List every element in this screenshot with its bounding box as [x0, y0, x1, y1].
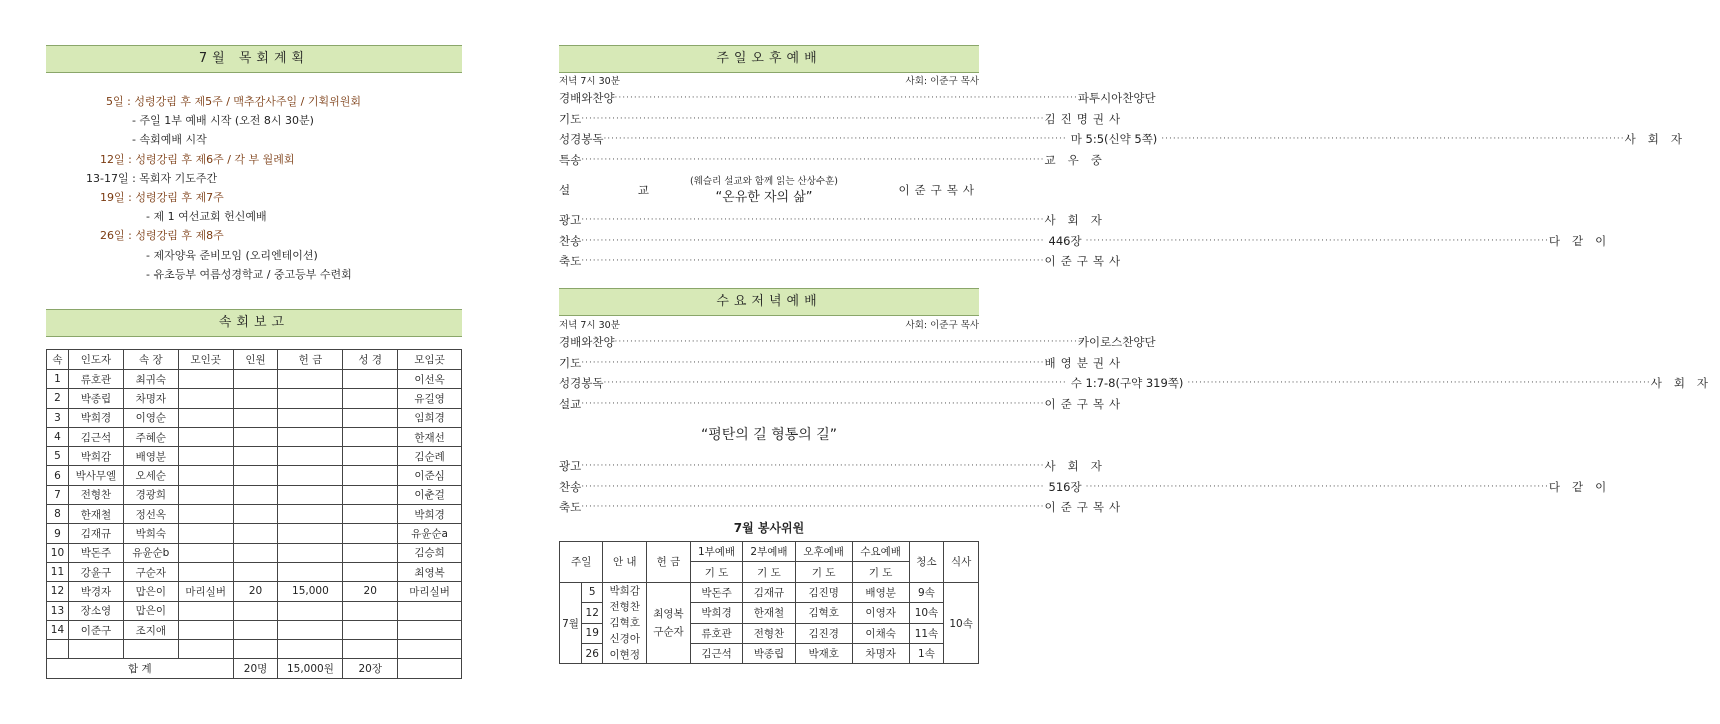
- report-cell: [278, 562, 343, 581]
- guide-name: 김혁호: [609, 617, 640, 630]
- sunday-preacher: 이준구목사: [898, 183, 979, 197]
- report-cell: [233, 408, 278, 427]
- plan-line: [46, 188, 462, 207]
- report-cell: 15,000: [278, 582, 343, 601]
- service-cell: 10속: [909, 603, 944, 623]
- order-middle: 수 1:7-8(구약 319쪽): [1070, 376, 1184, 391]
- report-cell: [343, 524, 398, 543]
- order-right: 사회자: [1044, 213, 1114, 228]
- report-cell: 이준구: [68, 620, 123, 639]
- report-cell: [233, 427, 278, 446]
- report-cell: [233, 466, 278, 485]
- report-cell: [278, 620, 343, 639]
- table-row: [47, 620, 462, 639]
- report-cell: [47, 640, 69, 659]
- report-cell: [178, 640, 233, 659]
- report-cell: [278, 370, 343, 389]
- order-right: 이준구목사: [1044, 254, 1126, 269]
- report-cell: 한재철: [68, 505, 123, 524]
- h-pray: 기 도: [795, 562, 852, 582]
- service-cell: 박재호: [795, 643, 852, 663]
- service-cell: 김근석: [690, 643, 742, 663]
- report-cell: [178, 620, 233, 639]
- order-line: 경 배 와 찬 양 ························································································································ 카이로스찬양단: [559, 335, 1156, 350]
- table-row: [47, 640, 462, 659]
- order-line: 찬 송 ························································································································ 446장 ························································································································ 다같이: [559, 233, 1619, 248]
- wed-sermon-title: “평탄의 길 형통의 길”: [700, 427, 838, 443]
- report-title: 속회보고: [46, 309, 462, 337]
- order-label: 경 배 와 찬 양: [559, 335, 615, 350]
- order-line: 성 경 봉 독 ························································································································ 수 1:7-8(구약 319쪽) ························································································································ 사회자: [559, 376, 1720, 391]
- week-cell: 5: [582, 582, 603, 602]
- plan-date: 26일 :: [100, 229, 132, 243]
- plan-line: [46, 246, 462, 265]
- plan-text: - 유초등부 여름성경학교 / 중고등부 수련회: [146, 267, 352, 281]
- total-bible: 20장: [343, 659, 398, 678]
- order-label: 찬 송: [559, 479, 582, 494]
- h-pm: 오후예배: [795, 542, 852, 562]
- report-cell: [233, 640, 278, 659]
- plan-text: 성령강림 후 제6주 / 각 부 월례회: [135, 152, 295, 166]
- report-cell: 마리실버: [398, 582, 462, 601]
- total-label: 합 계: [47, 659, 234, 678]
- report-cell: [233, 620, 278, 639]
- plan-date: 12일 :: [100, 152, 132, 166]
- order-line: 성 경 봉 독 ························································································································ 마 5:5(신약 5쪽) ························································································································ 사회자: [559, 132, 1694, 147]
- order-label: 광 고: [559, 459, 582, 474]
- order-right: 사회자: [1650, 376, 1720, 391]
- report-cell: 경광희: [123, 485, 178, 504]
- wed-leader: 사회: 이준구 목사: [905, 320, 979, 331]
- report-cell: 임희경: [398, 408, 462, 427]
- order-label: 성 경 봉 독: [559, 376, 604, 391]
- report-cell: 전형찬: [68, 485, 123, 504]
- plan-line: [46, 226, 462, 245]
- order-middle: 마 5:5(신약 5쪽): [1070, 132, 1158, 147]
- report-cell: [343, 447, 398, 466]
- report-cell: 박희감: [68, 447, 123, 466]
- order-middle: 446장: [1048, 233, 1082, 248]
- sermon-label: 설 교: [559, 183, 649, 197]
- h-meal: 식사: [944, 542, 979, 583]
- order-right: 다같이: [1548, 479, 1619, 494]
- plan-list: [46, 92, 462, 284]
- report-cell: 이선옥: [398, 370, 462, 389]
- h-pray: 기 도: [743, 562, 795, 582]
- report-cell: [278, 466, 343, 485]
- week-cell: 26: [582, 643, 603, 663]
- report-cell: [343, 466, 398, 485]
- report-header: 속: [47, 350, 69, 370]
- report-header: 인원: [233, 350, 278, 370]
- report-cell: [278, 485, 343, 504]
- report-cell: [343, 620, 398, 639]
- report-cell: 7: [47, 485, 69, 504]
- table-row: [47, 485, 462, 504]
- order-right: 배영분권사: [1044, 355, 1126, 370]
- plan-text: - 제자양육 준비모임 (오리엔테이션): [146, 248, 318, 262]
- report-cell: 5: [47, 447, 69, 466]
- offer-name: 구순자: [653, 626, 684, 639]
- sunday-title: 주일오후예배: [559, 45, 979, 73]
- wed-time: 저녁 7시 30분: [559, 320, 620, 331]
- report-cell: [278, 408, 343, 427]
- table-row: [47, 505, 462, 524]
- report-cell: [178, 389, 233, 408]
- table-row: [47, 466, 462, 485]
- order-line: 설 교 ························································································································ 이준구목사: [559, 396, 1126, 411]
- report-header: 헌 금: [278, 350, 343, 370]
- plan-text: 목회자 기도주간: [139, 171, 218, 185]
- report-cell: [278, 447, 343, 466]
- plan-line: [46, 130, 462, 149]
- table-row: [47, 370, 462, 389]
- order-right: 교우중: [1044, 152, 1114, 167]
- report-cell: 김승희: [398, 543, 462, 562]
- meal-cell: 10속: [944, 582, 979, 664]
- order-right: 이준구목사: [1044, 500, 1126, 515]
- report-cell: 주혜순: [123, 427, 178, 446]
- total-offering: 15,000원: [278, 659, 343, 678]
- report-cell: 20: [233, 582, 278, 601]
- report-cell: 최귀숙: [123, 370, 178, 389]
- report-cell: 정선옥: [123, 505, 178, 524]
- report-cell: [278, 524, 343, 543]
- report-cell: [278, 601, 343, 620]
- report-cell: [233, 562, 278, 581]
- report-cell: [68, 640, 123, 659]
- h-pray: 기 도: [852, 562, 909, 582]
- report-cell: 1: [47, 370, 69, 389]
- report-cell: 박희경: [68, 408, 123, 427]
- table-row: [47, 562, 462, 581]
- order-right: 이준구목사: [1044, 396, 1126, 411]
- report-cell: 구순자: [123, 562, 178, 581]
- report-cell: [123, 640, 178, 659]
- order-right: 파투시아찬양단: [1077, 91, 1156, 106]
- report-cell: 유윤순b: [123, 543, 178, 562]
- report-cell: [178, 485, 233, 504]
- month-cell: 7월: [560, 582, 582, 664]
- report-cell: 13: [47, 601, 69, 620]
- report-cell: [178, 447, 233, 466]
- order-line: 광 고 ························································································································ 사회자: [559, 459, 1114, 474]
- report-cell: 20: [343, 582, 398, 601]
- report-cell: [233, 505, 278, 524]
- report-header: 성 경: [343, 350, 398, 370]
- table-row: [47, 524, 462, 543]
- report-cell: [178, 370, 233, 389]
- plan-line: [46, 92, 462, 111]
- order-label: 기 도: [559, 355, 582, 370]
- report-cell: [343, 427, 398, 446]
- service-cell: 1속: [909, 643, 944, 663]
- report-cell: [233, 485, 278, 504]
- report-cell: [178, 524, 233, 543]
- service-table: [559, 541, 979, 664]
- report-cell: 3: [47, 408, 69, 427]
- report-cell: 조지애: [123, 620, 178, 639]
- wed-title: 수요저녁예배: [559, 288, 979, 316]
- table-row: [47, 447, 462, 466]
- order-right: 김진명권사: [1044, 111, 1126, 126]
- order-right: 사회자: [1624, 132, 1694, 147]
- report-cell: 박종립: [68, 389, 123, 408]
- week-cell: 12: [582, 603, 603, 623]
- plan-line: [46, 169, 462, 188]
- service-cell: 김혁호: [795, 603, 852, 623]
- report-cell: [343, 370, 398, 389]
- service-title: 7월 봉사위원: [733, 521, 805, 535]
- report-cell: [178, 466, 233, 485]
- report-table: [46, 349, 462, 679]
- report-cell: 김재규: [68, 524, 123, 543]
- report-cell: 차명자: [123, 389, 178, 408]
- report-cell: 14: [47, 620, 69, 639]
- h-clean: 청소: [909, 542, 944, 583]
- report-cell: 6: [47, 466, 69, 485]
- report-cell: 8: [47, 505, 69, 524]
- report-cell: 박희숙: [123, 524, 178, 543]
- h-offer: 헌 금: [647, 542, 691, 583]
- report-cell: 유길영: [398, 389, 462, 408]
- table-row: [47, 408, 462, 427]
- service-cell: 차명자: [852, 643, 909, 663]
- h-guide: 안 내: [603, 542, 647, 583]
- service-cell: 박종립: [743, 643, 795, 663]
- report-cell: [233, 389, 278, 408]
- report-cell: 11: [47, 562, 69, 581]
- report-cell: [343, 562, 398, 581]
- offer-name: 최영복: [653, 608, 684, 621]
- report-cell: [233, 370, 278, 389]
- report-cell: [178, 601, 233, 620]
- order-line: 경 배 와 찬 양 ························································································································ 파투시아찬양단: [559, 91, 1156, 106]
- report-cell: [398, 620, 462, 639]
- h-s2: 2부예배: [743, 542, 795, 562]
- report-cell: 10: [47, 543, 69, 562]
- plan-line: [46, 150, 462, 169]
- plan-text: - 주일 1부 예배 시작 (오전 8시 30분): [132, 114, 314, 128]
- report-cell: 박희경: [398, 505, 462, 524]
- sunday-leader: 사회: 이준구 목사: [905, 76, 979, 87]
- plan-line: [46, 265, 462, 284]
- report-cell: [343, 505, 398, 524]
- service-cell: 김재규: [743, 582, 795, 602]
- report-cell: [278, 543, 343, 562]
- service-cell: 배영분: [852, 582, 909, 602]
- order-label: 광 고: [559, 213, 582, 228]
- report-cell: [398, 640, 462, 659]
- order-line: 기 도 ························································································································ 김진명권사: [559, 111, 1126, 126]
- report-cell: 9: [47, 524, 69, 543]
- report-header: 인도자: [68, 350, 123, 370]
- order-label: 축 도: [559, 500, 582, 515]
- report-cell: [178, 543, 233, 562]
- sunday-time: 저녁 7시 30분: [559, 76, 620, 87]
- order-label: 축 도: [559, 254, 582, 269]
- service-cell: 박돈주: [690, 582, 742, 602]
- order-right: 카이로스찬양단: [1077, 335, 1156, 350]
- report-cell: [343, 601, 398, 620]
- service-cell: 류호관: [690, 623, 742, 643]
- plan-date: 13-17일 :: [86, 171, 136, 185]
- report-cell: [178, 505, 233, 524]
- service-cell: 전형찬: [743, 623, 795, 643]
- report-cell: [343, 389, 398, 408]
- report-cell: [343, 408, 398, 427]
- report-cell: [233, 601, 278, 620]
- h-wed: 수요예배: [852, 542, 909, 562]
- sunday-order: [559, 72, 1694, 272]
- report-cell: 오세순: [123, 466, 178, 485]
- report-cell: 4: [47, 427, 69, 446]
- plan-date: 19일 :: [100, 191, 132, 205]
- service-cell: 이영자: [852, 603, 909, 623]
- order-right: 사회자: [1044, 459, 1114, 474]
- report-cell: [278, 505, 343, 524]
- plan-text: 성령강림 후 제7주: [135, 191, 224, 205]
- week-cell: 19: [582, 623, 603, 643]
- report-cell: [233, 524, 278, 543]
- plan-line: [46, 207, 462, 226]
- report-cell: [343, 640, 398, 659]
- report-cell: 맙은이: [123, 601, 178, 620]
- report-cell: [178, 408, 233, 427]
- report-cell: 박경자: [68, 582, 123, 601]
- order-line: 찬 송 ························································································································ 516장 ························································································································ 다같이: [559, 479, 1619, 494]
- report-cell: 장소영: [68, 601, 123, 620]
- report-cell: 김순례: [398, 447, 462, 466]
- report-cell: 12: [47, 582, 69, 601]
- order-label: 찬 송: [559, 233, 582, 248]
- report-header: 속 장: [123, 350, 178, 370]
- table-row: [47, 389, 462, 408]
- guide-name: 박희감: [609, 585, 640, 598]
- report-cell: 맙은이: [123, 582, 178, 601]
- service-cell: 한재철: [743, 603, 795, 623]
- plan-text: - 속회예배 시작: [132, 133, 207, 147]
- table-row: [47, 427, 462, 446]
- guide-cell: [603, 582, 647, 664]
- order-label: 특 송: [559, 152, 582, 167]
- service-cell: 이채숙: [852, 623, 909, 643]
- report-cell: [233, 543, 278, 562]
- report-cell: [233, 447, 278, 466]
- order-line: 축 도 ························································································································ 이준구목사: [559, 254, 1126, 269]
- order-line: 광 고 ························································································································ 사회자: [559, 213, 1114, 228]
- service-cell: 김진경: [795, 623, 852, 643]
- order-label: 경 배 와 찬 양: [559, 91, 615, 106]
- report-cell: 2: [47, 389, 69, 408]
- plan-text: - 제 1 여선교회 헌신예배: [146, 210, 267, 224]
- sunday-sermon-sub: (웨슬리 설교와 함께 읽는 산상수훈): [690, 176, 838, 187]
- plan-date: 5일 :: [106, 95, 131, 108]
- report-cell: [178, 427, 233, 446]
- plan-title: 7월 목회계획: [46, 45, 462, 73]
- order-label: 성 경 봉 독: [559, 132, 604, 147]
- report-cell: 이준심: [398, 466, 462, 485]
- sunday-sermon-title: “온유한 자의 삶”: [715, 190, 813, 205]
- h-s1: 1부예배: [690, 542, 742, 562]
- report-cell: [178, 562, 233, 581]
- order-line: 기 도 ························································································································ 배영분권사: [559, 355, 1126, 370]
- table-row: [47, 582, 462, 601]
- report-cell: 배영분: [123, 447, 178, 466]
- total-people: 20명: [233, 659, 278, 678]
- order-right: 다같이: [1548, 233, 1619, 248]
- service-cell: 박희경: [690, 603, 742, 623]
- report-header: 모인곳: [178, 350, 233, 370]
- report-header: 모임곳: [398, 350, 462, 370]
- offer-cell: [647, 582, 691, 664]
- order-middle: 516장: [1048, 479, 1082, 494]
- table-row: [560, 582, 979, 602]
- order-line: 축 도 ························································································································ 이준구목사: [559, 500, 1126, 515]
- plan-text: 성령강림 후 제5주 / 맥추감사주일 / 기획위원회: [134, 95, 361, 108]
- report-cell: [278, 640, 343, 659]
- wed-order: [559, 316, 1720, 518]
- service-cell: 9속: [909, 582, 944, 602]
- report-cell: 최영복: [398, 562, 462, 581]
- plan-text: 성령강림 후 제8주: [135, 229, 224, 243]
- guide-name: 전형찬: [609, 601, 640, 614]
- report-cell: 류호관: [68, 370, 123, 389]
- report-cell: 강윤구: [68, 562, 123, 581]
- report-cell: 이영순: [123, 408, 178, 427]
- plan-line: [46, 111, 462, 130]
- h-week: 주일: [560, 542, 603, 583]
- report-cell: 이춘걸: [398, 485, 462, 504]
- service-cell: 11속: [909, 623, 944, 643]
- report-cell: [343, 543, 398, 562]
- report-cell: 박돈주: [68, 543, 123, 562]
- report-cell: 한재선: [398, 427, 462, 446]
- guide-name: 신경아: [609, 633, 640, 646]
- h-pray: 기 도: [690, 562, 742, 582]
- report-cell: [278, 427, 343, 446]
- report-cell: [278, 389, 343, 408]
- order-label: 설 교: [559, 396, 582, 411]
- order-label: 기 도: [559, 111, 582, 126]
- table-row: [47, 601, 462, 620]
- report-cell: [343, 485, 398, 504]
- table-row: [47, 543, 462, 562]
- order-line: 특 송 ························································································································ 교우중: [559, 152, 1114, 167]
- report-cell: 마리실버: [178, 582, 233, 601]
- report-cell: [398, 601, 462, 620]
- report-cell: 박사무엘: [68, 466, 123, 485]
- service-cell: 김진명: [795, 582, 852, 602]
- report-cell: 김근석: [68, 427, 123, 446]
- report-cell: 유윤순a: [398, 524, 462, 543]
- guide-name: 이현정: [609, 649, 640, 662]
